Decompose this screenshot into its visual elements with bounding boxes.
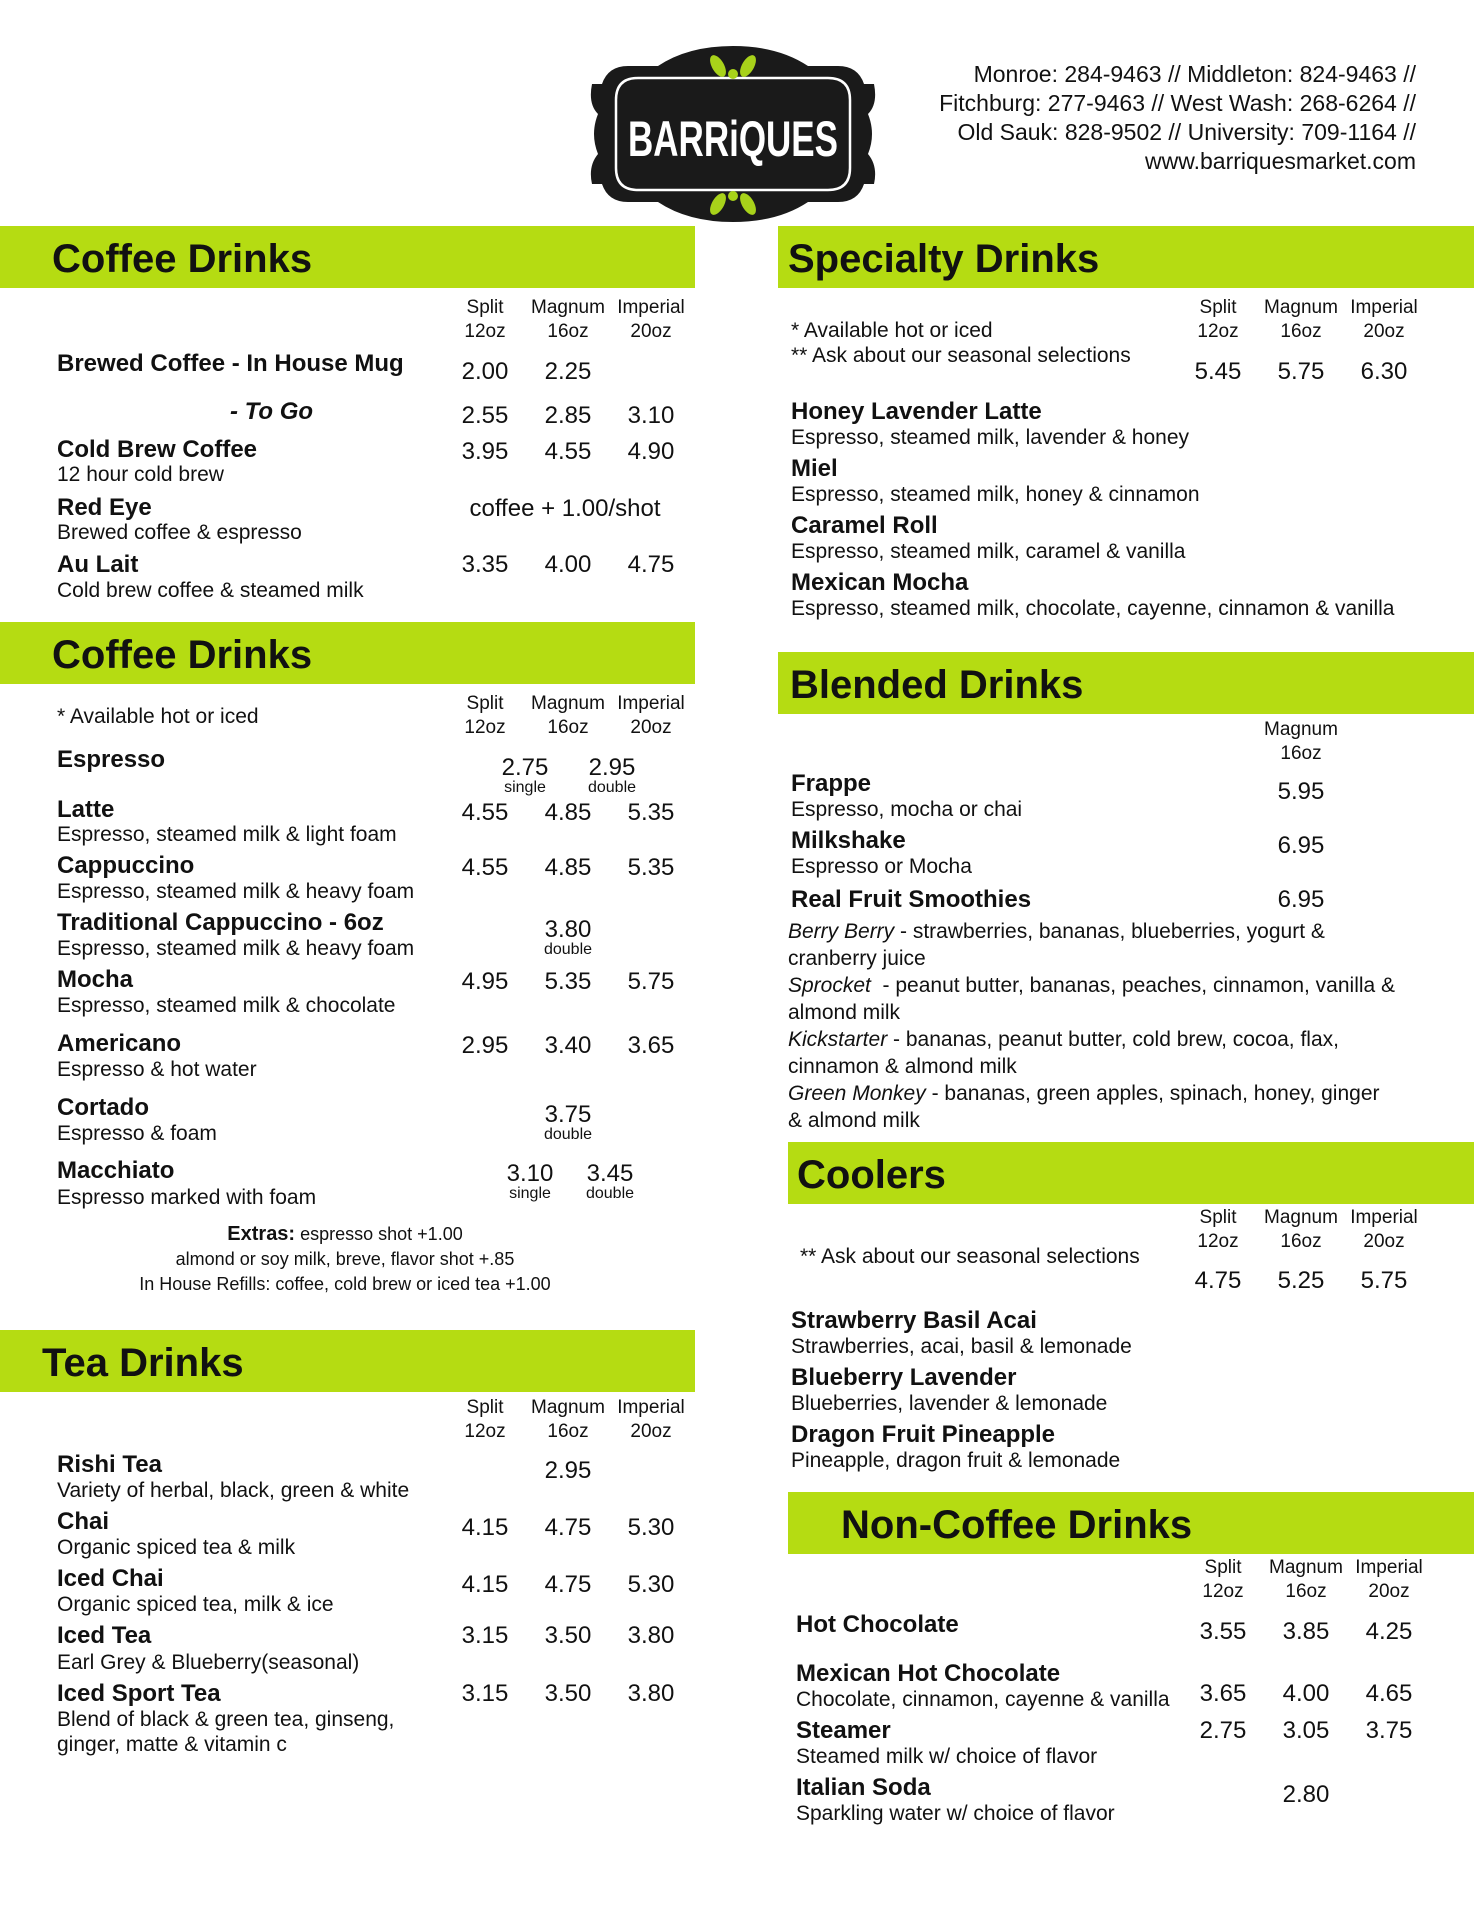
price-split: 3.15 bbox=[461, 1680, 509, 1707]
section-title-blended-drinks: Blended Drinks bbox=[790, 663, 1084, 707]
size-header-split: Split 12oz bbox=[464, 297, 506, 342]
smoothie-kickstarter: Kickstarter - bananas, peanut butter, cold brew, cocoa, flax, cinnamon & almond milk bbox=[788, 1028, 1339, 1078]
price-tag: single bbox=[504, 779, 546, 796]
menu-item-desc: Chocolate, cinnamon, cayenne & vanilla bbox=[796, 1688, 1170, 1711]
price-magnum: 4.75 bbox=[544, 1571, 592, 1598]
menu-item-italian-soda: Italian Soda bbox=[796, 1774, 931, 1801]
size-header-magnum: Magnum 16oz bbox=[531, 1397, 605, 1442]
price-split: 3.35 bbox=[461, 551, 509, 578]
menu-item-latte: Latte bbox=[57, 796, 115, 823]
menu-item-espresso: Espresso bbox=[57, 746, 166, 773]
price-magnum: 3.05 bbox=[1282, 1717, 1330, 1744]
menu-item-macchiato: Macchiato bbox=[57, 1157, 175, 1184]
menu-item-blueberry-lavender: Blueberry Lavender bbox=[791, 1364, 1017, 1391]
price-split: 4.75 bbox=[1194, 1267, 1242, 1294]
section-note: ** Ask about our seasonal selections bbox=[791, 344, 1131, 367]
menu-item-desc: Cold brew coffee & steamed milk bbox=[57, 579, 364, 602]
menu-item-desc: Espresso, steamed milk, chocolate, cayenne, cinnamon & vanilla bbox=[791, 597, 1395, 620]
price-magnum: 6.95 bbox=[1277, 886, 1325, 913]
menu-item-desc: Pineapple, dragon fruit & lemonade bbox=[791, 1449, 1121, 1472]
menu-item-desc: Espresso, steamed milk, lavender & honey bbox=[791, 426, 1190, 449]
menu-item-desc: Organic spiced tea, milk & ice bbox=[57, 1593, 334, 1616]
menu-item-strawberry-basil-acai: Strawberry Basil Acai bbox=[791, 1307, 1037, 1334]
size-header-split: Split 12oz bbox=[1197, 1207, 1239, 1252]
size-header-split: Split 12oz bbox=[1197, 297, 1239, 342]
price-split: 4.15 bbox=[461, 1514, 509, 1541]
menu-item-real-fruit-smoothies: Real Fruit Smoothies bbox=[791, 886, 1032, 913]
menu-item-miel: Miel bbox=[791, 455, 838, 482]
size-header-magnum: Magnum 16oz bbox=[531, 693, 605, 738]
price-split: 2.55 bbox=[461, 402, 509, 429]
menu-item-traditional-cappuccino: Traditional Cappuccino - 6oz bbox=[57, 909, 384, 936]
size-header-magnum: Magnum 16oz bbox=[1264, 1207, 1338, 1252]
price-single: 3.10 bbox=[506, 1160, 554, 1187]
price-imperial: 3.75 bbox=[1365, 1717, 1413, 1744]
size-header-split: Split 12oz bbox=[464, 1397, 506, 1442]
price-split: 5.45 bbox=[1194, 358, 1242, 385]
menu-item-americano: Americano bbox=[57, 1030, 182, 1057]
price-magnum: 5.75 bbox=[1277, 358, 1325, 385]
price-imperial: 3.80 bbox=[627, 1680, 675, 1707]
menu-item-cold-brew: Cold Brew Coffee bbox=[57, 436, 258, 463]
menu-item-steamer: Steamer bbox=[796, 1717, 891, 1744]
price-split: 2.75 bbox=[1199, 1717, 1247, 1744]
menu-item-caramel-roll: Caramel Roll bbox=[791, 512, 938, 539]
section-title-coolers: Coolers bbox=[797, 1153, 946, 1197]
price-split: 3.15 bbox=[461, 1622, 509, 1649]
size-header-imperial: Imperial 20oz bbox=[1350, 297, 1418, 342]
menu-item-desc: Espresso, steamed milk & chocolate bbox=[57, 994, 396, 1017]
price-magnum: 5.35 bbox=[544, 968, 592, 995]
menu-item-desc: Espresso, steamed milk, honey & cinnamon bbox=[791, 483, 1200, 506]
size-header-magnum: Magnum 16oz bbox=[531, 297, 605, 342]
menu-item-hot-chocolate: Hot Chocolate bbox=[796, 1611, 959, 1638]
price-split: 4.15 bbox=[461, 1571, 509, 1598]
price-split: 4.55 bbox=[461, 854, 509, 881]
price-tag: double bbox=[543, 941, 593, 958]
menu-item-iced-sport-tea: Iced Sport Tea bbox=[57, 1680, 221, 1707]
price-magnum: 3.80 bbox=[544, 916, 592, 943]
price-magnum: 3.50 bbox=[544, 1680, 592, 1707]
contact-line: Monroe: 284-9463 // Middleton: 824-9463 // bbox=[973, 61, 1416, 87]
menu-item-red-eye: Red Eye bbox=[57, 494, 152, 521]
smoothie-green-monkey: Green Monkey - bananas, green apples, spinach, honey, ginger & almond milk bbox=[788, 1082, 1380, 1132]
website-link[interactable]: www.barriquesmarket.com bbox=[1145, 148, 1416, 174]
price-magnum: 3.85 bbox=[1282, 1618, 1330, 1645]
price-imperial: 3.10 bbox=[627, 402, 675, 429]
price-split: 3.55 bbox=[1199, 1618, 1247, 1645]
price-imperial: 5.75 bbox=[627, 968, 675, 995]
contact-line: Fitchburg: 277-9463 // West Wash: 268-6264 // bbox=[939, 90, 1416, 116]
price-imperial: 5.35 bbox=[627, 799, 675, 826]
price-imperial: 4.75 bbox=[627, 551, 675, 578]
section-title-coffee-drinks: Coffee Drinks bbox=[52, 237, 313, 281]
price-imperial: 5.30 bbox=[627, 1514, 675, 1541]
size-header-split: Split 12oz bbox=[1202, 1557, 1244, 1602]
menu-item-desc: Steamed milk w/ choice of flavor bbox=[796, 1745, 1098, 1768]
price-magnum: 2.25 bbox=[544, 358, 592, 385]
price-magnum: 4.75 bbox=[544, 1514, 592, 1541]
menu-item-dragon-fruit-pineapple: Dragon Fruit Pineapple bbox=[791, 1421, 1056, 1448]
size-header-imperial: Imperial 20oz bbox=[1355, 1557, 1423, 1602]
menu-item-au-lait: Au Lait bbox=[57, 551, 139, 578]
section-note: * Available hot or iced bbox=[57, 705, 259, 728]
smoothie-berry-berry: Berry Berry - strawberries, bananas, blueberries, yogurt & cranberry juice bbox=[788, 920, 1325, 970]
menu-item-desc: Strawberries, acai, basil & lemonade bbox=[791, 1335, 1132, 1358]
menu-item-brewed-coffee: Brewed Coffee - In House Mug bbox=[57, 350, 404, 377]
price-split: 2.00 bbox=[461, 358, 509, 385]
contact-line: Old Sauk: 828-9502 // University: 709-1164 // bbox=[957, 119, 1416, 145]
price-imperial: 3.80 bbox=[627, 1622, 675, 1649]
menu-item-desc: Espresso marked with foam bbox=[57, 1186, 317, 1209]
price-magnum: 4.85 bbox=[544, 799, 592, 826]
price-double: 2.95 bbox=[588, 754, 636, 781]
section-title-tea-drinks: Tea Drinks bbox=[42, 1341, 244, 1385]
price-split: 3.65 bbox=[1199, 1680, 1247, 1707]
price-split: 3.95 bbox=[461, 438, 509, 465]
size-header-imperial: Imperial 20oz bbox=[617, 297, 685, 342]
logo-text: BARRiQUES bbox=[628, 111, 838, 167]
menu-item-desc: Organic spiced tea & milk bbox=[57, 1536, 296, 1559]
price-tag: double bbox=[587, 779, 637, 796]
menu-item-rishi-tea: Rishi Tea bbox=[57, 1451, 162, 1478]
barriques-logo bbox=[588, 44, 878, 224]
price-imperial: 3.65 bbox=[627, 1032, 675, 1059]
extras-line-1: Extras: espresso shot +1.00 bbox=[227, 1223, 463, 1245]
menu-item-iced-tea: Iced Tea bbox=[57, 1622, 152, 1649]
menu-item-desc: Blend of black & green tea, ginseng, bbox=[57, 1708, 395, 1731]
menu-item-to-go: - To Go bbox=[230, 398, 314, 425]
menu-item-cortado: Cortado bbox=[57, 1094, 149, 1121]
price-split: 2.95 bbox=[461, 1032, 509, 1059]
menu-item-mexican-mocha: Mexican Mocha bbox=[791, 569, 969, 596]
size-header-magnum: Magnum 16oz bbox=[1264, 719, 1338, 764]
price-magnum: 3.75 bbox=[544, 1101, 592, 1128]
menu-item-desc: Blueberries, lavender & lemonade bbox=[791, 1392, 1108, 1415]
menu-item-desc: Espresso, steamed milk, caramel & vanilla bbox=[791, 540, 1186, 563]
menu-item-desc: Espresso, steamed milk & heavy foam bbox=[57, 937, 415, 960]
extras-line-3: In House Refills: coffee, cold brew or iced tea +1.00 bbox=[139, 1274, 551, 1294]
section-title-coffee-drinks-2: Coffee Drinks bbox=[52, 633, 313, 677]
menu-item-desc: 12 hour cold brew bbox=[57, 463, 224, 486]
price-imperial: 5.75 bbox=[1360, 1267, 1408, 1294]
menu-item-desc: Espresso, steamed milk & heavy foam bbox=[57, 880, 415, 903]
menu-item-desc: Espresso & hot water bbox=[57, 1058, 257, 1081]
size-header-magnum: Magnum 16oz bbox=[1269, 1557, 1343, 1602]
size-header-imperial: Imperial 20oz bbox=[617, 693, 685, 738]
price-imperial: 4.65 bbox=[1365, 1680, 1413, 1707]
price-magnum: 4.85 bbox=[544, 854, 592, 881]
menu-item-cappuccino: Cappuccino bbox=[57, 852, 195, 879]
section-title-specialty-drinks: Specialty Drinks bbox=[788, 237, 1100, 281]
price-imperial: 4.90 bbox=[627, 438, 675, 465]
price-magnum: 5.95 bbox=[1277, 778, 1325, 805]
menu-item-desc: Sparkling water w/ choice of flavor bbox=[796, 1802, 1115, 1825]
menu-item-desc: Espresso & foam bbox=[57, 1122, 217, 1145]
price-imperial: 4.25 bbox=[1365, 1618, 1413, 1645]
menu-item-desc: Espresso, mocha or chai bbox=[791, 798, 1023, 821]
price-imperial: 5.35 bbox=[627, 854, 675, 881]
price-magnum: 5.25 bbox=[1277, 1267, 1325, 1294]
price-imperial: 5.30 bbox=[627, 1571, 675, 1598]
size-header-split: Split 12oz bbox=[464, 693, 506, 738]
price-magnum: 2.85 bbox=[544, 402, 592, 429]
menu-item-milkshake: Milkshake bbox=[791, 827, 906, 854]
price-single: 2.75 bbox=[501, 754, 549, 781]
menu-item-iced-chai: Iced Chai bbox=[57, 1565, 164, 1592]
smoothie-sprocket: Sprocket - peanut butter, bananas, peaches, cinnamon, vanilla & almond milk bbox=[788, 974, 1396, 1024]
menu-item-frappe: Frappe bbox=[791, 770, 872, 797]
store-locations bbox=[939, 60, 1416, 176]
price-tag: double bbox=[543, 1126, 593, 1143]
menu-item-desc: Brewed coffee & espresso bbox=[57, 521, 302, 544]
menu-item-chai: Chai bbox=[57, 1508, 110, 1535]
menu-item-honey-lavender-latte: Honey Lavender Latte bbox=[791, 398, 1042, 425]
menu-item-desc: Variety of herbal, black, green & white bbox=[57, 1479, 410, 1502]
price-split: 4.55 bbox=[461, 799, 509, 826]
price-magnum: 2.95 bbox=[544, 1457, 592, 1484]
price-double: 3.45 bbox=[586, 1160, 634, 1187]
menu-item-desc: Espresso, steamed milk & light foam bbox=[57, 823, 397, 846]
section-title-non-coffee-drinks: Non-Coffee Drinks bbox=[841, 1503, 1193, 1547]
price-magnum: 3.50 bbox=[544, 1622, 592, 1649]
size-header-magnum: Magnum 16oz bbox=[1264, 297, 1338, 342]
menu-item-mocha: Mocha bbox=[57, 966, 134, 993]
size-header-imperial: Imperial 20oz bbox=[617, 1397, 685, 1442]
menu-item-desc: Espresso or Mocha bbox=[791, 855, 972, 878]
price-magnum: 6.95 bbox=[1277, 832, 1325, 859]
price-magnum: 4.00 bbox=[1282, 1680, 1330, 1707]
menu-item-mexican-hot-chocolate: Mexican Hot Chocolate bbox=[796, 1660, 1061, 1687]
price-magnum: 3.40 bbox=[544, 1032, 592, 1059]
section-note: ** Ask about our seasonal selections bbox=[800, 1245, 1140, 1268]
menu-item-desc: Earl Grey & Blueberry(seasonal) bbox=[57, 1651, 360, 1674]
price-magnum: 4.55 bbox=[544, 438, 592, 465]
menu-item-desc: ginger, matte & vitamin c bbox=[57, 1733, 287, 1756]
price-magnum: 4.00 bbox=[544, 551, 592, 578]
extras-line-2: almond or soy milk, breve, flavor shot +.85 bbox=[175, 1249, 515, 1269]
price-split: 4.95 bbox=[461, 968, 509, 995]
price-text: coffee + 1.00/shot bbox=[469, 495, 661, 522]
section-note: * Available hot or iced bbox=[791, 319, 993, 342]
price-tag: single bbox=[509, 1185, 551, 1202]
price-tag: double bbox=[585, 1185, 635, 1202]
size-header-imperial: Imperial 20oz bbox=[1350, 1207, 1418, 1252]
price-magnum: 2.80 bbox=[1282, 1781, 1330, 1808]
price-imperial: 6.30 bbox=[1360, 358, 1408, 385]
